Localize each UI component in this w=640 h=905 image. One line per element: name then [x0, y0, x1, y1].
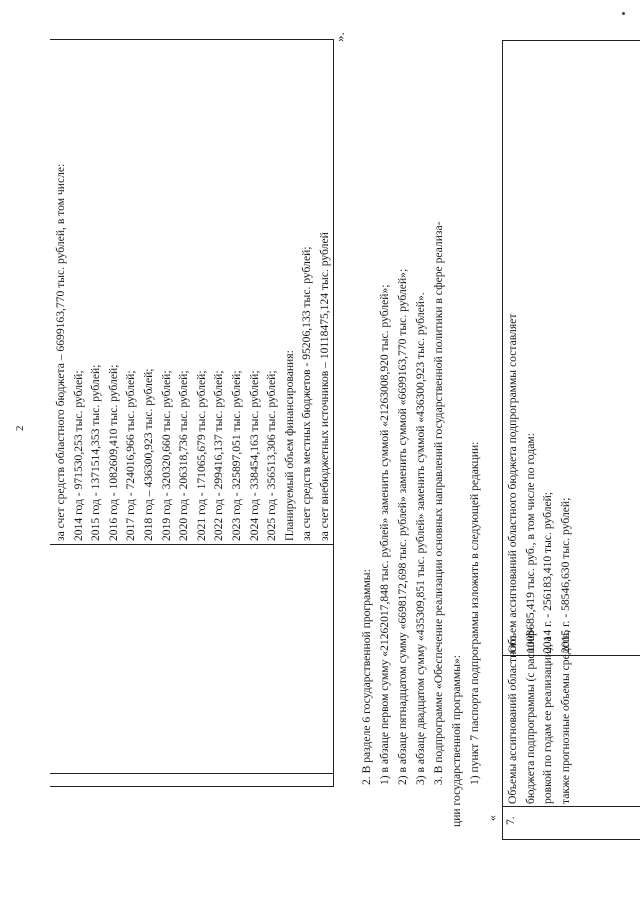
table-line: за счет внебюджетных источников – 10118475,124 тыс. рублей	[317, 232, 331, 541]
table-top-border	[502, 40, 503, 840]
paragraph: ции государственной программы»:	[450, 654, 463, 827]
table-line: 2021 год - 171065,679 тыс. рублей;	[194, 370, 208, 541]
name-line: бюджета подпрограммы (с расшиф-	[523, 626, 537, 804]
table-line: 2025 год - 356513,306 тыс. рублей;	[265, 370, 279, 541]
paragraph: 1) пункт 7 паспорта подпрограммы изложить в следующей редакции:	[468, 441, 481, 785]
table-line: 2014 год - 971530,253 тыс. рублей;	[71, 370, 85, 541]
table-line: 2018 год – 436300,923 тыс. рублей;	[141, 368, 155, 541]
table-line: 2019 год - 320320,660 тыс. рублей;	[159, 370, 173, 541]
table-number-column	[50, 773, 333, 786]
name-line: также прогнозные объемы средств,	[558, 629, 572, 804]
table-name-column	[50, 544, 333, 774]
table-line: 2017 год - 724016,966 тыс. рублей;	[124, 370, 138, 541]
row-name-cell	[504, 626, 574, 804]
row-value-cell	[504, 43, 574, 653]
table-line: 2016 год - 1082609,410 тыс. рублей;	[106, 364, 120, 541]
financing-table-fragment	[50, 39, 334, 787]
table-line: за счет средств местных бюджетов - 95206,133 тыс. рублей;	[300, 246, 314, 541]
value-line: 1008685,419 тыс. руб., в том числе по годам:	[523, 433, 537, 653]
table-value-cell	[52, 41, 334, 541]
paragraph: 1) в абзаце первом сумму «21262017,848 тыс. рублей» заменить суммой «21263008,920 тыс. рублей»;	[378, 284, 391, 785]
paragraph: 3. В подпрограмме «Обеспечение реализации основных направлений государственной политики в сфере реализа-	[432, 221, 445, 785]
table-line: 2015 год - 1371514,353 тыс. рублей;	[89, 364, 103, 541]
value-line: Объем ассигнований областного бюджета подпрограммы составляет	[506, 313, 519, 653]
paragraph: 2. В разделе 6 государственной программы:	[360, 569, 373, 785]
paragraph: 2) в абзаце пятнадцатом сумму «6698172,698 тыс. рублей» заменить суммой «6699163,770 тыс. рублей»;	[396, 268, 409, 785]
row-number: 7.	[504, 816, 517, 825]
table-right-border	[502, 40, 640, 41]
opening-quote: «	[486, 815, 499, 821]
table-line: 2022 год - 299416,137 тыс. рублей;	[212, 370, 226, 541]
name-line: Объемы ассигнований областного	[506, 635, 519, 804]
subprogram-passport-table	[502, 0, 640, 905]
name-line: ровкой по годам ее реализации), а	[541, 636, 555, 804]
paragraph: 3) в абзаце двадцатом сумму «435309,851 тыс. рублей» заменить суммой «436300,923 тыс. рублей».	[414, 292, 427, 785]
value-line: 2014 г. - 256183,410 тыс. рублей;	[541, 491, 555, 653]
table-line: 2023 год - 325897,051 тыс. рублей;	[229, 370, 243, 541]
table-line: Планируемый объем финансирования:	[282, 350, 296, 541]
table-line: за счет средств областного бюджета – 6699163,770 тыс. рублей, в том числе:	[54, 163, 67, 541]
table-line: 2020 год - 206318,736 тыс. рублей;	[177, 370, 191, 541]
table-line: 2024 год - 338454,163 тыс. рублей;	[247, 370, 261, 541]
row-number-cell	[502, 806, 640, 840]
value-line: 2015 г. - 58546,630 тыс. рублей;	[558, 497, 572, 653]
closing-quote: ».	[332, 32, 347, 42]
page-number: 2	[14, 425, 26, 431]
